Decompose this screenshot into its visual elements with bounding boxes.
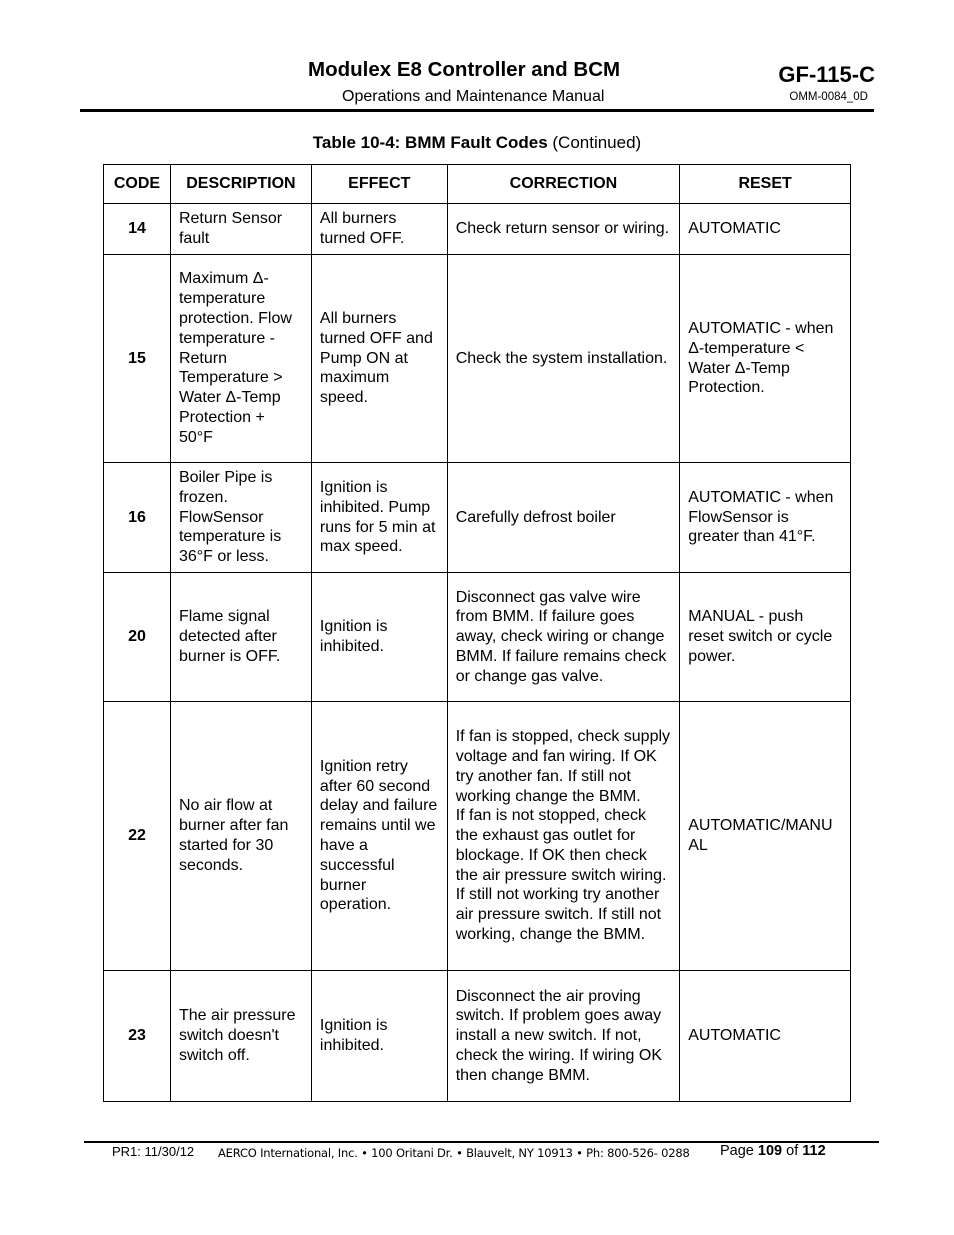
fault-reset: MANUAL - push reset switch or cycle power. <box>680 573 851 702</box>
fault-correction: If fan is stopped, check supply voltage and fan wiring. If OK try another fan. If still not working change the BMM. If fan is not stopped, check the exhaust gas outlet for blockage. If OK then check the air pressure switch wiring. If still not working try another air pressure switch. If still not working, change the BMM. <box>447 702 680 971</box>
table-row <box>104 255 851 463</box>
table-caption <box>0 133 954 153</box>
fault-reset: AUTOMATIC <box>680 971 851 1102</box>
fault-effect: All burners turned OFF. <box>311 204 447 255</box>
fault-code: 16 <box>104 463 171 573</box>
fault-correction: Check the system installation. <box>447 255 680 463</box>
page-total: 112 <box>802 1143 826 1159</box>
document-title: Modulex E8 Controller and BCM <box>308 58 621 81</box>
fault-code: 23 <box>104 971 171 1102</box>
fault-effect: All burners turned OFF and Pump ON at maximum speed. <box>311 255 447 463</box>
footer-page-number <box>720 1143 826 1159</box>
document-id: GF-115-C <box>778 62 875 87</box>
page-label: Page <box>720 1143 758 1159</box>
fault-code: 22 <box>104 702 171 971</box>
column-header-effect: EFFECT <box>311 165 447 204</box>
fault-code: 15 <box>104 255 171 463</box>
fault-codes-table <box>103 164 851 1102</box>
fault-description: The air pressure switch doesn't switch off. <box>170 971 311 1102</box>
fault-code: 14 <box>104 204 171 255</box>
header-divider <box>80 109 874 112</box>
fault-description: Return Sensor fault <box>170 204 311 255</box>
fault-correction: Disconnect the air proving switch. If problem goes away install a new switch. If not, check the wiring. If wiring OK then change BMM. <box>447 971 680 1102</box>
table-caption-main: Table 10-4: BMM Fault Codes <box>312 133 548 152</box>
column-header-correction: CORRECTION <box>447 165 680 204</box>
column-header-reset: RESET <box>680 165 851 204</box>
fault-effect: Ignition retry after 60 second delay and failure remains until we have a successful burner operation. <box>311 702 447 971</box>
fault-effect: Ignition is inhibited. <box>311 573 447 702</box>
fault-reset: AUTOMATIC - when FlowSensor is greater than 41°F. <box>680 463 851 573</box>
footer-company-info: AERCO International, Inc. • 100 Oritani Dr. • Blauvelt, NY 10913 • Ph: 800-526- 0288 <box>218 1146 690 1160</box>
table-header-row <box>104 165 851 204</box>
document-subtitle: Operations and Maintenance Manual <box>342 88 605 105</box>
fault-description: Maximum Δ-temperature protection. Flow temperature - Return Temperature > Water Δ-Temp Protection + 50°F <box>170 255 311 463</box>
page-of: of <box>782 1143 803 1159</box>
footer-revision: PR1: 11/30/12 <box>112 1144 195 1159</box>
page-current: 109 <box>757 1143 783 1159</box>
fault-reset: AUTOMATIC <box>680 204 851 255</box>
fault-correction: Carefully defrost boiler <box>447 463 680 573</box>
document-number: OMM-0084_0D <box>789 91 868 103</box>
fault-description: Boiler Pipe is frozen. FlowSensor temperature is 36°F or less. <box>170 463 311 573</box>
table-row <box>104 702 851 971</box>
fault-reset: AUTOMATIC - when Δ-temperature < Water Δ-Temp Protection. <box>680 255 851 463</box>
table-row <box>104 971 851 1102</box>
column-header-description: DESCRIPTION <box>170 165 311 204</box>
column-header-code: CODE <box>104 165 171 204</box>
table-row <box>104 204 851 255</box>
fault-correction: Check return sensor or wiring. <box>447 204 680 255</box>
fault-description: Flame signal detected after burner is OFF. <box>170 573 311 702</box>
table-caption-suffix: (Continued) <box>547 133 642 152</box>
fault-effect: Ignition is inhibited. Pump runs for 5 min at max speed. <box>311 463 447 573</box>
fault-effect: Ignition is inhibited. <box>311 971 447 1102</box>
table-row <box>104 573 851 702</box>
fault-description: No air flow at burner after fan started for 30 seconds. <box>170 702 311 971</box>
table-row <box>104 463 851 573</box>
fault-correction: Disconnect gas valve wire from BMM. If failure goes away, check wiring or change BMM. If failure remains check or change gas valve. <box>447 573 680 702</box>
fault-code: 20 <box>104 573 171 702</box>
fault-reset: AUTOMATIC/MANUAL <box>680 702 851 971</box>
